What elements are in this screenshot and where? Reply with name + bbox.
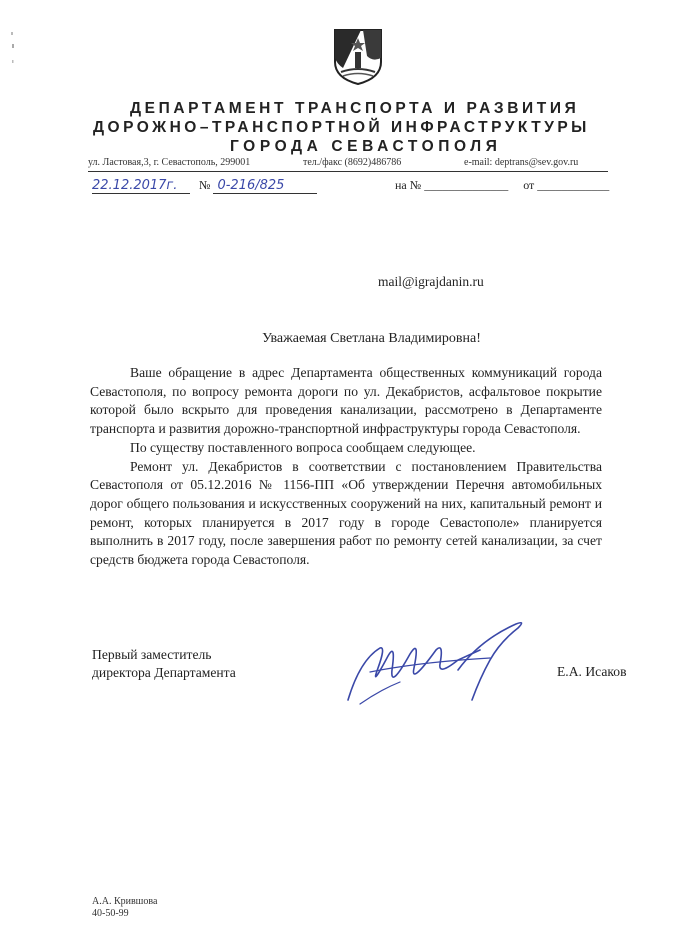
signatory-name: Е.А. Исаков xyxy=(557,664,627,679)
department-title-line-1: ДЕПАРТАМЕНТ ТРАНСПОРТА И РАЗВИТИЯ xyxy=(130,100,580,117)
department-email: e-mail: deptrans@sev.gov.ru xyxy=(464,157,579,168)
registration-date: 22.12.2017г. xyxy=(92,178,190,194)
reference-number-label: на № xyxy=(395,178,422,192)
body-paragraph-1: Ваше обращение в адрес Департамента общественных коммуникаций города Севастополя, по вопросу ремонта дороги по ул. Декабристов, асфальтовое покрытие которой было вскрыто для проведения канализации, рассмотрено в Департаменте транспорта и развития дорожно-транспортной инфраструктуры города Севастополя. xyxy=(90,365,602,437)
registration-number-label: № xyxy=(199,178,211,192)
salutation xyxy=(0,331,675,347)
body-paragraph-3: Ремонт ул. Декабристов в соответствии с постановлением Правительства Севастополя от 05.12.2016 № 1156-ПП «Об утверждении Перечня автомобильных дорог общего пользования и искусственных сооружений на них, капитальный ремонт и ремонт, которых планируется в 2017 году в городе Севастополе» планируется выполнить в 2017 году, после завершения работ по ремонту сетей канализации, за счет средств бюджета города Севастополя. xyxy=(90,458,602,568)
recipient-email: mail@igrajdanin.ru xyxy=(378,274,484,289)
registration-incoming xyxy=(395,178,609,193)
registration-outgoing xyxy=(92,178,317,194)
salutation-text: Уважаемая Светлана Владимировна! xyxy=(262,331,481,346)
reference-number-blank: ______________ xyxy=(424,178,509,192)
signatory-title-line-1: Первый заместитель xyxy=(92,647,212,662)
department-phone: тел./факс (8692)486786 xyxy=(303,157,402,168)
executor-name: А.А. Крившова xyxy=(92,896,158,907)
handwritten-signature-icon xyxy=(340,620,540,710)
department-title-line-2: ДОРОЖНО–ТРАНСПОРТНОЙ ИНФРАСТРУКТУРЫ xyxy=(93,119,590,136)
registration-number: 0-216/825 xyxy=(213,178,317,194)
signatory-title xyxy=(92,646,236,682)
executor-info xyxy=(92,896,157,920)
scan-speck-marks xyxy=(8,30,16,70)
reference-date-blank: ____________ xyxy=(537,178,610,192)
signatory-title-line-2: директора Департамента xyxy=(92,665,236,680)
letter-body xyxy=(90,364,602,570)
sevastopol-coat-of-arms-icon xyxy=(333,28,383,86)
department-title-line-3: ГОРОДА СЕВАСТОПОЛЯ xyxy=(230,138,502,155)
contact-line xyxy=(88,157,608,172)
department-address: ул. Ластовая,3, г. Севастополь, 299001 xyxy=(88,157,251,168)
executor-phone: 40-50-99 xyxy=(92,908,129,919)
reference-date-label: от xyxy=(523,178,535,192)
body-paragraph-2: По существу поставленного вопроса сообщаем следующее. xyxy=(130,439,476,455)
